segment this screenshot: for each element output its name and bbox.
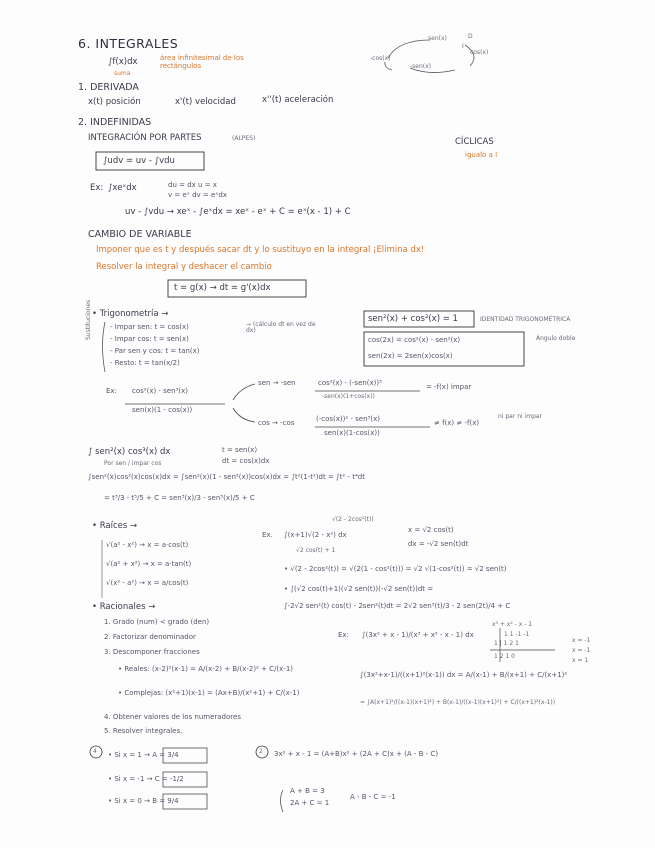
racionales-heading: • Racionales →	[92, 602, 156, 612]
racionales-step-4: 4. Obtener valores de los numeradores	[104, 713, 241, 721]
racionales-step-3: 3. Descomponer fracciones	[104, 648, 200, 656]
indefinidas-heading: 2. INDEFINIDAS	[78, 117, 152, 128]
raices-ex-left: √2 cos(t) + 1	[296, 547, 336, 554]
trig-rule-1: - Impar sen: t = cos(x)	[110, 323, 189, 331]
trig-rule-4: - Resto: t = tan(x/2)	[110, 359, 180, 367]
trig-rule-3: - Par sen y cos: t = tan(x)	[110, 347, 200, 355]
trig-double-1: cos(2x) = cos²(x) - sen²(x)	[368, 336, 461, 344]
cambio-line-2: Resolver la integral y deshacer el cambio	[96, 262, 272, 272]
ciclicas-note: igualo a I	[465, 151, 498, 159]
root-1: x = -1	[572, 637, 591, 644]
root-3: x = 1	[572, 657, 589, 664]
root-2: x = -1	[572, 647, 591, 654]
raices-row-2: √(a² + x²) → x = a·tan(t)	[106, 560, 192, 568]
racionales-ex-line-3: = ∫A(x+1)²/((x-1)(x+1)²) + B(x-1)/((x-1)(x+1)²) + C/((x+1)²(x-1))	[360, 699, 556, 706]
raices-ex-line-3: • ∫(√2 cos(t)+1)(√2 sen(t))(-√2 sen(t))dt =	[284, 585, 434, 593]
raices-ex-line-2: • √(2 - 2cos²(t)) = √(2(1 - cos²(t))) = √2 √(1-cos²(t)) = √2 sen(t)	[284, 565, 507, 573]
raices-ex-integral: ∫(x+1)√(2 - x²) dx	[284, 531, 347, 539]
raices-ex-top: √(2 - 2cos²(t))	[332, 516, 374, 523]
raices-ex-sub-2: dx = -√2 sen(t)dt	[408, 540, 469, 548]
ruffini-row-2: 1 | 1 2 1	[494, 640, 519, 647]
trig-branch-2: cos → -cos	[258, 419, 295, 427]
cambio-line-1: Imponer que es t y después sacar dt y lo sustituyo en la integral ¡Elimina dx!	[96, 245, 425, 255]
trig-heading: • Trigonometría →	[92, 309, 169, 319]
expand-line: 3x² + x - 1 = (A+B)x² + (2A + C)x + (A - B - C)	[274, 750, 439, 758]
derivada-heading: 1. DERIVADA	[78, 82, 139, 93]
raices-ex-sub-1: x = √2 cos(t)	[408, 526, 454, 534]
page-title: 6. INTEGRALES	[78, 36, 179, 51]
racionales-ex-label: Ex:	[338, 631, 349, 639]
system-3: A - B - C = -1	[350, 793, 396, 801]
trig-branch-1: sen → -sen	[258, 379, 296, 387]
trig-side-label: Sustituciones	[85, 299, 92, 340]
sc-integral: ∫ sen²(x) cos³(x) dx	[88, 447, 171, 457]
cycle-menos-cos: -cos(x)	[370, 55, 391, 62]
system-1: A + B = 3	[290, 787, 325, 795]
ruffini-poly: x³ + x² - x - 1	[492, 621, 533, 628]
trig-double-label: Ángulo doble	[536, 335, 576, 342]
circle-2-label: 2	[259, 748, 263, 755]
trig-calc-note: → (cálculo dt en vez de dx)	[246, 321, 316, 334]
ruffini-row-3: 1 2 1 0	[494, 653, 515, 660]
raices-row-3: √(x² - a²) → x = a/cos(t)	[106, 579, 189, 587]
derivada-item-1: x(t) posición	[88, 97, 141, 107]
parts-ex-result: uv - ∫vdu → xeˣ - ∫eˣdx = xeˣ - eˣ + C = eˣ(x - 1) + C	[125, 207, 351, 217]
sc-line-3: = t³/3 - t⁵/5 + C = sen³(x)/3 - sen⁵(x)/5 + C	[104, 494, 255, 502]
trig-rule-2: - Impar cos: t = sen(x)	[110, 335, 189, 343]
trig-identity-label: IDENTIDAD TRIGONOMÉTRICA	[480, 316, 571, 323]
partes-heading: INTEGRACIÓN POR PARTES	[88, 133, 202, 143]
racionales-ex-integral: ∫(3x² + x - 1)/(x³ + x² - x - 1) dx	[362, 631, 474, 639]
sc-note: Por sen / impar cos	[104, 460, 162, 467]
sc-sub-2: dt = cos(x)dx	[222, 457, 270, 465]
ciclicas-heading: CÍCLICAS	[455, 137, 494, 147]
racionales-ex-line-2: ∫(3x²+x-1)/((x+1)²(x-1)) dx = A/(x-1) + B/(x+1) + C/(x+1)²	[360, 671, 568, 679]
eval-line-1: • Si x = 1 → A = 3/4	[108, 751, 179, 759]
trig-ex-label: Ex:	[106, 387, 117, 395]
trig-branch-1-result: = -f(x) impar	[426, 383, 472, 391]
suma-note: suma	[114, 70, 131, 77]
parts-ex-label: Ex:	[90, 183, 104, 193]
trig-double-2: sen(2x) = 2sen(x)cos(x)	[368, 352, 453, 360]
parts-ex-u: du = dx u = x	[168, 181, 217, 189]
raices-ex-line-4: ∫-2√2 sen²(t) cos(t) - 2sen²(t)dt = 2√2 sen³(t)/3 - 2 sen(2t)/4 + C	[284, 602, 511, 610]
racionales-reales: • Reales: (x-2)²(x-1) = A/(x-2) + B/(x-2)² + C/(x-1)	[118, 665, 294, 673]
trig-branch-2-note: ≠ f(x) ≠ -f(x)	[434, 419, 480, 427]
cycle-i: I	[462, 43, 464, 50]
trig-identity: sen²(x) + cos²(x) = 1	[368, 314, 458, 324]
sc-line-2: ∫sen²(x)cos²(x)cos(x)dx = ∫sen²(x)(1 - sen²(x))cos(x)dx = ∫t²(1-t²)dt = ∫t² - t⁴dt	[88, 473, 365, 481]
cycle-sen: sen(x)	[428, 35, 447, 42]
racionales-complejas: • Complejas: (x²+1)(x-1) = (Ax+B)/(x²+1) + C/(x-1)	[118, 689, 300, 697]
partes-tag: (ALPES)	[232, 135, 256, 142]
eval-line-2: • Si x = -1 → C = -1/2	[108, 775, 184, 783]
cycle-cos: cos(x)	[470, 49, 489, 56]
cycle-arrow-1	[388, 40, 430, 58]
trig-branch-2-num: (-cos(x))² - sen³(x)	[316, 415, 380, 423]
raices-heading: • Raíces →	[92, 521, 138, 531]
trig-branch-1-num: cos²(x) - (-sen(x))³	[318, 379, 382, 387]
branch-up	[233, 384, 255, 400]
raices-ex-label: Ex.	[262, 531, 273, 539]
branch-down	[233, 408, 255, 422]
raices-row-1: √(a² - x²) → x = a·cos(t)	[106, 541, 189, 549]
rules-brace	[103, 322, 106, 372]
ruffini-row-1: 1 1 -1 -1	[504, 631, 530, 638]
parts-ex-dv: v = eˣ dv = eˣdx	[168, 191, 227, 199]
cycle-menos-sen: -sen(x)	[410, 63, 432, 70]
racionales-step-5: 5. Resolver integrales.	[104, 727, 183, 735]
cycle-d: D	[468, 33, 473, 40]
trig-branch-2-den: sen(x)(1-cos(x))	[324, 429, 380, 437]
integral-def-note: área infinitesimal de los rectángulos	[160, 54, 244, 70]
system-2: 2A + C = 1	[290, 799, 330, 807]
integral-def: ∫f(x)dx	[108, 57, 138, 67]
cycle-arrow-4	[385, 62, 392, 70]
racionales-step-1: 1. Grado (num) < grado (den)	[104, 618, 210, 626]
derivada-item-2: x'(t) velocidad	[175, 97, 236, 107]
cambio-formula: t = g(x) → dt = g'(x)dx	[174, 283, 271, 293]
parts-formula: ∫udv = uv - ∫vdu	[103, 156, 175, 166]
derivada-item-3: x''(t) aceleración	[262, 95, 334, 105]
system-brace	[281, 790, 284, 812]
circle-4-label: 4	[93, 748, 97, 755]
racionales-step-2: 2. Factorizar denominador	[104, 633, 196, 641]
trig-branch-1-den: -sen(x)(1+cos(x))	[322, 393, 375, 400]
eval-line-3: • Si x = 0 → B = 9/4	[108, 797, 179, 805]
sc-sub-1: t = sen(x)	[222, 446, 258, 454]
trig-branch-2-result: ni par ni impar	[498, 413, 543, 420]
trig-ex-den: sen(x)(1 - cos(x))	[132, 406, 193, 414]
cambio-heading: CAMBIO DE VARIABLE	[88, 229, 192, 240]
parts-ex-integral: ∫xeˣdx	[108, 183, 137, 193]
trig-ex-num: cos²(x) - sen³(x)	[132, 387, 188, 395]
